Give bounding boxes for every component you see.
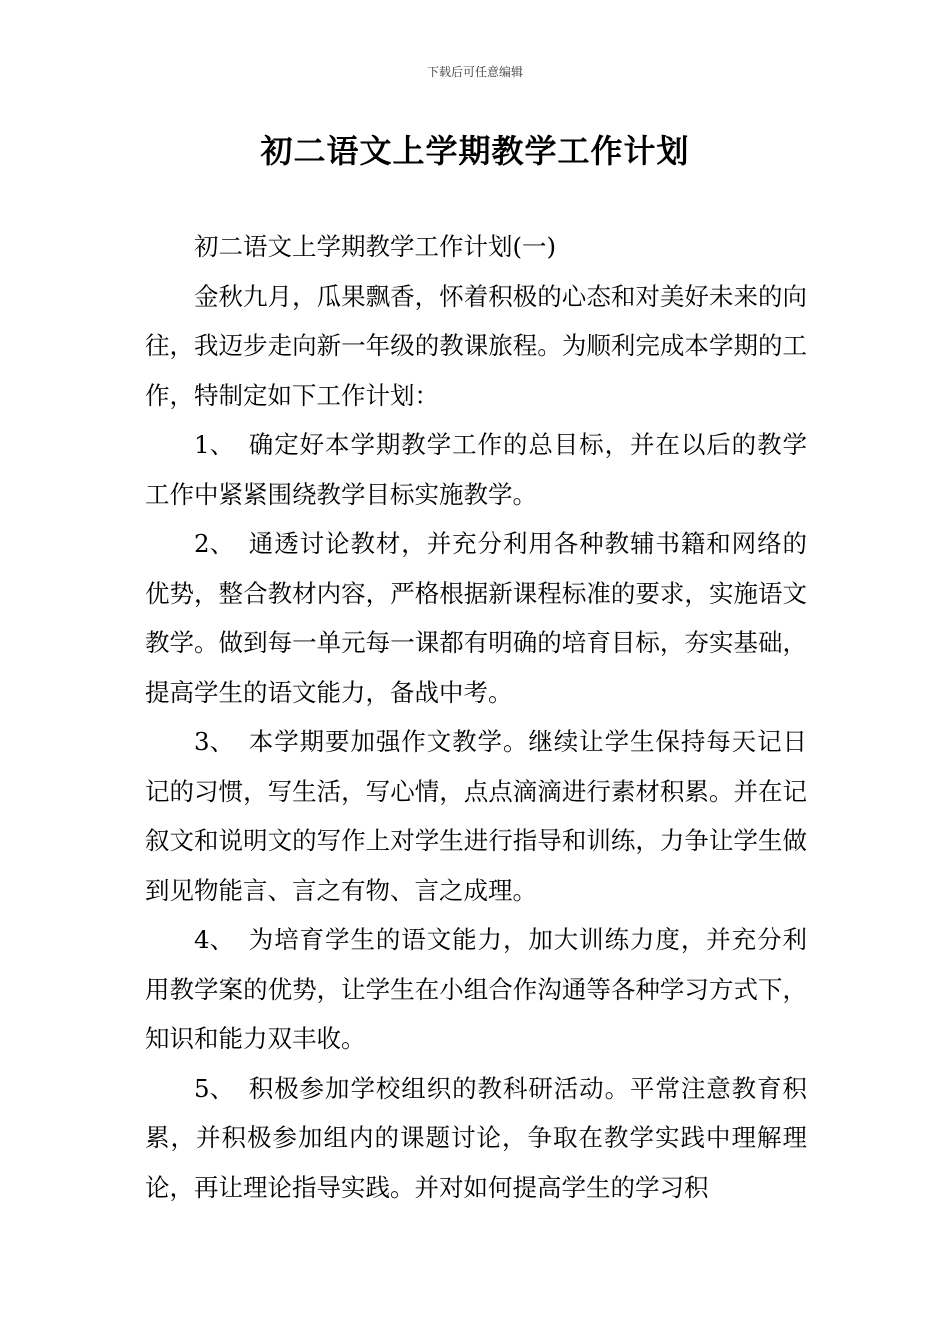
item-number: 2、 (194, 529, 235, 558)
item-number: 1、 (194, 430, 235, 459)
document-body (145, 222, 807, 1212)
intro-paragraph: 金秋九月，瓜果飘香，怀着积极的心态和对美好未来的向往，我迈步走向新一年级的教课旅程。为顺利完成本学期的工作，特制定如下工作计划： (145, 281, 807, 410)
item-text: 本学期要加强作文教学。继续让学生保持每天记日记的习惯，写生活，写心情，点点滴滴进行素材积累。并在记叙文和说明文的写作上对学生进行指导和训练，力争让学生做到见物能言、言之有物、言之成理。 (145, 727, 807, 905)
item-text: 为培育学生的语文能力，加大训练力度，并充分利用教学案的优势，让学生在小组合作沟通等各种学习方式下，知识和能力双丰收。 (145, 925, 807, 1053)
item-text: 确定好本学期教学工作的总目标，并在以后的教学工作中紧紧围绕教学目标实施教学。 (145, 430, 807, 509)
list-item (145, 717, 807, 915)
list-item (145, 1064, 807, 1213)
list-item (145, 915, 807, 1064)
item-number: 3、 (194, 727, 235, 756)
section-subtitle: 初二语文上学期教学工作计划(一) (194, 232, 557, 261)
list-item (145, 420, 807, 519)
document-title: 初二语文上学期教学工作计划 (260, 132, 690, 170)
list-item (145, 519, 807, 717)
item-text: 积极参加学校组织的教科研活动。平常注意教育积累，并积极参加组内的课题讨论，争取在教学实践中理解理论，再让理论指导实践。并对如何提高学生的学习积 (145, 1073, 807, 1202)
item-text: 通透讨论教材，并充分利用各种教辅书籍和网络的优势，整合教材内容，严格根据新课程标准的要求，实施语文教学。做到每一单元每一课都有明确的培育目标，夯实基础，提高学生的语文能力，备战中考。 (145, 529, 807, 707)
item-number: 4、 (194, 925, 235, 954)
header-note: 下载后可任意编辑 (426, 65, 523, 79)
item-number: 5、 (194, 1073, 235, 1103)
